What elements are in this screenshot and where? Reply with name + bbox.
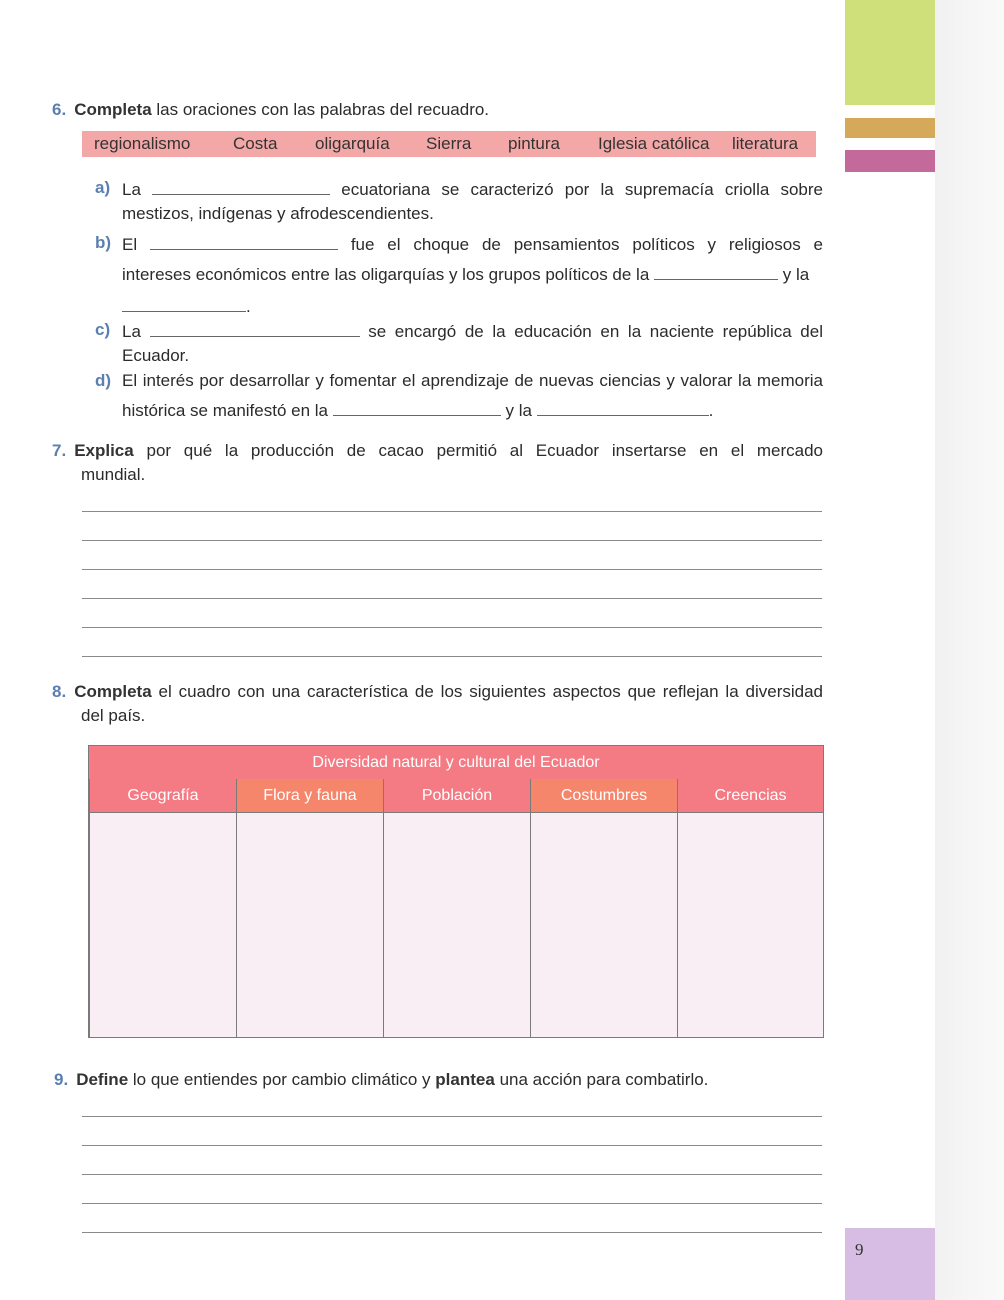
column-header: Costumbres: [531, 779, 677, 813]
side-tab-green: [845, 0, 935, 105]
answer-line[interactable]: [82, 1145, 822, 1146]
item-text: y la: [782, 265, 810, 284]
answer-blank[interactable]: [654, 261, 778, 280]
item-text: Ecuador.: [122, 346, 190, 365]
question-6-prompt: [52, 98, 489, 122]
item-text: .: [246, 297, 251, 316]
item-text: fue el choque de pensamientos políticos y religiosos e: [350, 235, 823, 254]
instruction-text: las oraciones con las palabras del recuadro.: [156, 100, 490, 119]
answer-line[interactable]: [82, 1116, 822, 1117]
item-label: c): [95, 320, 111, 339]
instruction-verb: Completa: [74, 100, 152, 119]
answer-blank[interactable]: [152, 176, 330, 195]
word-bank-item: Iglesia católica: [598, 134, 710, 153]
item-text: ecuatoriana se caracterizó por la supremacía criolla sobre: [341, 180, 824, 199]
question-number: 8.: [52, 682, 67, 701]
instruction-verb: plantea: [435, 1070, 495, 1089]
item-text: La: [122, 180, 141, 199]
instruction-text: por qué la producción de cacao permitió al Ecuador insertarse en el mercado: [146, 441, 823, 460]
item-label: d): [95, 371, 112, 390]
table-column[interactable]: [89, 779, 236, 1037]
item-b: [95, 231, 823, 316]
answer-line[interactable]: [82, 627, 822, 628]
table-column[interactable]: [383, 779, 530, 1037]
item-text: mestizos, indígenas y afrodescendientes.: [122, 204, 434, 223]
word-bank-item: Costa: [233, 134, 278, 153]
column-header: Flora y fauna: [237, 779, 383, 813]
table-column[interactable]: [236, 779, 383, 1037]
answer-blank[interactable]: [537, 397, 709, 416]
column-header: Población: [384, 779, 530, 813]
side-tab-orange: [845, 118, 935, 138]
question-8-prompt: [52, 680, 823, 728]
item-text: El interés por desarrollar y fomentar el aprendizaje de nuevas ciencias y valorar la memoria: [122, 371, 823, 390]
table-title: Diversidad natural y cultural del Ecuador: [89, 746, 823, 780]
word-bank-item: regionalismo: [94, 134, 191, 153]
item-a: [95, 176, 823, 228]
item-d: [95, 369, 823, 423]
word-bank: [82, 131, 816, 157]
page-edge: [935, 0, 1004, 1300]
answer-blank[interactable]: [150, 231, 338, 250]
item-text: El: [122, 235, 138, 254]
question-number: 6.: [52, 100, 67, 119]
answer-blank[interactable]: [150, 318, 360, 337]
column-header: Creencias: [678, 779, 823, 813]
page-number: 9: [855, 1240, 864, 1259]
item-c: [95, 318, 823, 370]
answer-blank[interactable]: [122, 293, 246, 312]
item-text: La: [122, 322, 141, 341]
question-number: 7.: [52, 441, 67, 460]
item-text: se encargó de la educación en la naciente república del: [368, 322, 823, 341]
word-bank-item: oligarquía: [315, 134, 390, 153]
question-9-prompt: [54, 1068, 708, 1092]
page-number-tab: [845, 1228, 935, 1300]
instruction-text: mundial.: [81, 465, 146, 484]
answer-line[interactable]: [82, 540, 822, 541]
instruction-text: una acción para combatirlo.: [499, 1070, 709, 1089]
answer-line[interactable]: [82, 1203, 822, 1204]
answer-line[interactable]: [82, 569, 822, 570]
answer-line[interactable]: [82, 598, 822, 599]
item-text: histórica se manifestó en la: [122, 401, 328, 420]
item-text: y la: [505, 401, 532, 420]
word-bank-item: Sierra: [426, 134, 472, 153]
answer-line[interactable]: [82, 1232, 822, 1233]
diversity-table: [88, 745, 824, 1038]
instruction-text: el cuadro con una característica de los siguientes aspectos que reflejan la diversidad: [158, 682, 823, 701]
question-number: 9.: [54, 1070, 69, 1089]
table-column[interactable]: [677, 779, 823, 1037]
word-bank-item: literatura: [732, 134, 799, 153]
instruction-text: del país.: [81, 706, 146, 725]
item-text: .: [708, 401, 714, 420]
instruction-text: lo que entiendes por cambio climático y: [132, 1070, 431, 1089]
instruction-verb: Define: [76, 1070, 129, 1089]
instruction-verb: Explica: [74, 441, 134, 460]
item-label: a): [95, 178, 111, 197]
table-column[interactable]: [530, 779, 677, 1037]
item-text: intereses económicos entre las oligarquías y los grupos políticos de la: [122, 265, 650, 284]
answer-line[interactable]: [82, 1174, 822, 1175]
column-header: Geografía: [90, 779, 236, 813]
answer-blank[interactable]: [333, 397, 501, 416]
answer-line[interactable]: [82, 656, 822, 657]
instruction-verb: Completa: [74, 682, 152, 701]
question-7-prompt: [52, 439, 823, 487]
answer-line[interactable]: [82, 511, 822, 512]
side-tab-magenta: [845, 150, 935, 172]
item-label: b): [95, 233, 112, 252]
word-bank-item: pintura: [508, 134, 560, 153]
